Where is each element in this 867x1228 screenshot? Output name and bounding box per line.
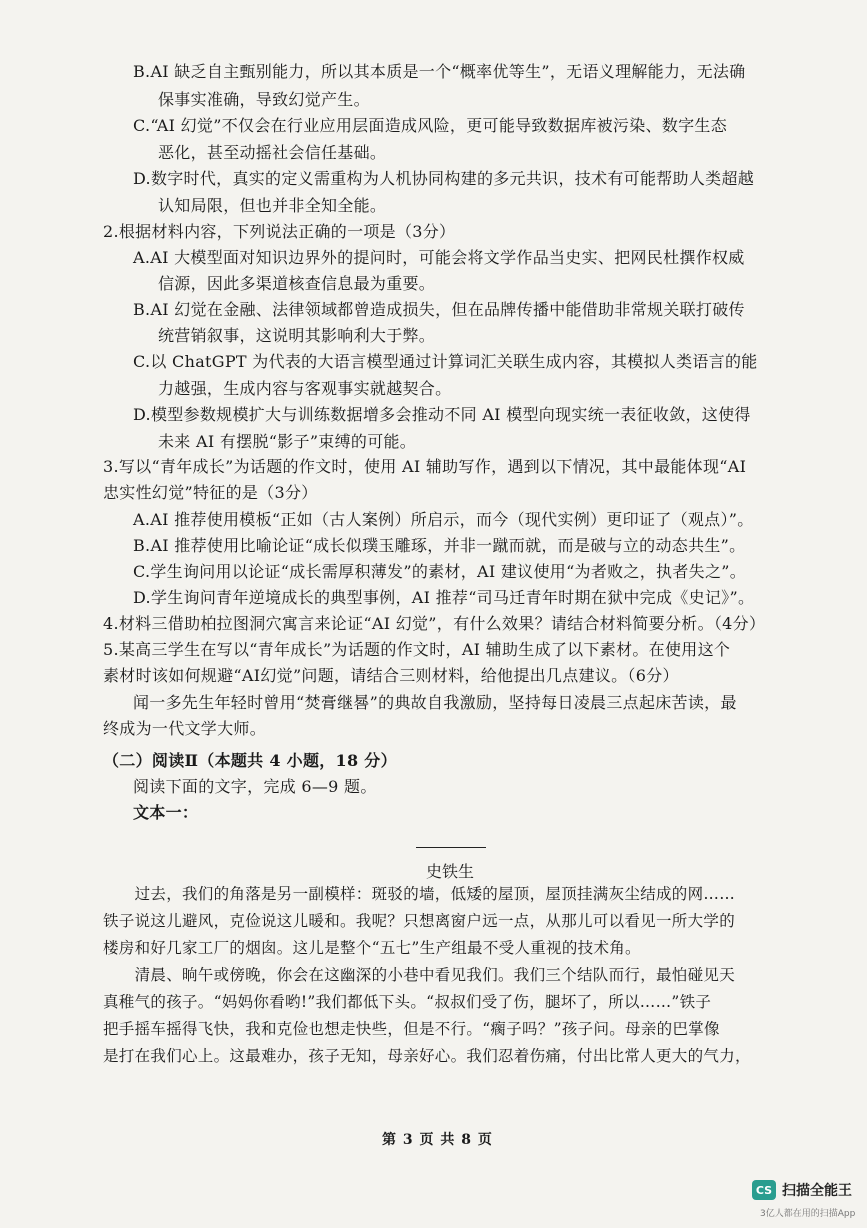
passage-p2-line3: 把手摇车摇得飞快，我和克俭也想走快些，但是不行。“瘸子吗？”孩子问。母亲的巴掌像 (103, 1020, 720, 1038)
q5-stem-line2: 素材时该如何规避“AI幻觉”问题，请结合三则材料，给他提出几点建议。（6分） (103, 666, 679, 685)
passage-p1-line2: 铁子说这儿避风，克俭说这儿暖和。我呢？只想离窗户远一点，从那儿可以看见一所大学的 (103, 912, 736, 930)
passage-p2-line1: 清晨、晌午或傍晚，你会在这幽深的小巷中看见我们。我们三个结队而行，最怕碰见天 (103, 966, 736, 984)
camscanner-logo-icon: CS (752, 1180, 776, 1200)
section-heading: （二）阅读Ⅱ（本题共 4 小题，18 分） (103, 751, 397, 770)
q2-stem: 2.根据材料内容，下列说法正确的一项是（3分） (103, 222, 456, 241)
q2-option-d-line2: 未来 AI 有摆脱“影子”束缚的可能。 (158, 432, 417, 451)
q2-option-b-line1: B.AI 幻觉在金融、法律领域都曾造成损失，但在品牌传播中能借助非常规关联打破传 (133, 300, 745, 319)
q2-option-a-line1: A.AI 大模型面对知识边界外的提问时，可能会将文学作品当史实、把网民杜撰作权威 (133, 248, 745, 267)
section-instruction: 阅读下面的文字，完成 6—9 题。 (133, 777, 377, 796)
q5-material-line2: 终成为一代文学大师。 (103, 719, 267, 738)
brand-tagline: 3亿人都在用的扫描App (760, 1209, 856, 1219)
q2-option-a-line2: 信源，因此多渠道核查信息最为重要。 (158, 274, 436, 293)
q5-stem-line1: 5.某高三学生在写以“青年成长”为话题的作文时，AI 辅助生成了以下素材。在使用这个 (103, 640, 731, 659)
q2-option-c-line2: 力越强，生成内容与客观事实就越契合。 (158, 379, 452, 398)
passage-p2-line2: 真稚气的孩子。“妈妈你看哟!”我们都低下头。“叔叔们受了伤，腿坏了，所以……”铁子 (103, 993, 712, 1011)
q2-option-b-line2: 统营销叙事，这说明其影响利大于弊。 (158, 326, 436, 345)
brand-name: 扫描全能王 (782, 1183, 852, 1199)
passage-p1-line1: 过去，我们的角落是另一副模样：斑驳的墙，低矮的屋顶，屋顶挂满灰尘结成的网…… (103, 885, 736, 903)
q4-stem: 4.材料三借助柏拉图洞穴寓言来论证“AI 幻觉”，有什么效果？请结合材料简要分析。（4分） (103, 614, 766, 633)
q5-material-line1: 闻一多先生年轻时曾用“焚膏继晷”的典故自我激励，坚持每日凌晨三点起床苦读，最 (133, 693, 737, 712)
q1-option-b-line1: B.AI 缺乏自主甄别能力，所以其本质是一个“概率优等生”，无语义理解能力，无法确 (133, 62, 746, 81)
q3-option-a: A.AI 推荐使用模板“正如（古人案例）所启示，而今（现代实例）更印证了（观点）”。 (133, 510, 754, 529)
passage-author: 史铁生 (426, 862, 475, 881)
q1-option-b-line2: 保事实准确，导致幻觉产生。 (158, 90, 370, 109)
passage-p1-line3: 楼房和好几家工厂的烟囱。这儿是整个“五七”生产组最不受人重视的技术角。 (103, 939, 641, 957)
q1-option-c-line2: 恶化，甚至动摇社会信任基础。 (158, 143, 387, 162)
q1-option-d-line1: D.数字时代，真实的定义需重构为人机协同构建的多元共识，技术有可能帮助人类超越 (133, 169, 755, 188)
text-one-label: 文本一： (133, 803, 199, 822)
q3-stem-line2: 忠实性幻觉”特征的是（3分） (103, 483, 318, 502)
q3-option-c: C.学生询问用以论证“成长需厚积薄发”的素材，AI 建议使用“为者败之，执者失之”。 (133, 562, 747, 581)
q1-option-c-line1: C.“AI 幻觉”不仅会在行业应用层面造成风险，更可能导致数据库被污染、数字生态 (133, 116, 728, 135)
title-rule (416, 847, 486, 848)
scanner-watermark (752, 1180, 852, 1200)
q2-option-d-line1: D.模型参数规模扩大与训练数据增多会推动不同 AI 模型向现实统一表征收敛，这使得 (133, 405, 751, 424)
q3-stem-line1: 3.写以“青年成长”为话题的作文时，使用 AI 辅助写作，遇到以下情况，其中最能体现“AI (103, 457, 747, 476)
q1-option-d-line2: 认知局限，但也并非全知全能。 (158, 196, 387, 215)
q2-option-c-line1: C.以 ChatGPT 为代表的大语言模型通过计算词汇关联生成内容，其模拟人类语言的能 (133, 352, 758, 371)
q3-option-b: B.AI 推荐使用比喻论证“成长似璞玉雕琢，并非一蹴而就，而是破与立的动态共生”。 (133, 536, 746, 555)
passage-p2-line4: 是打在我们心上。这最难办，孩子无知，母亲好心。我们忍着伤痛，付出比常人更大的气力， (103, 1047, 751, 1065)
page-number: 第 3 页 共 8 页 (382, 1132, 493, 1148)
q3-option-d: D.学生询问青年逆境成长的典型事例，AI 推荐“司马迁青年时期在狱中完成《史记》”。 (133, 588, 755, 607)
